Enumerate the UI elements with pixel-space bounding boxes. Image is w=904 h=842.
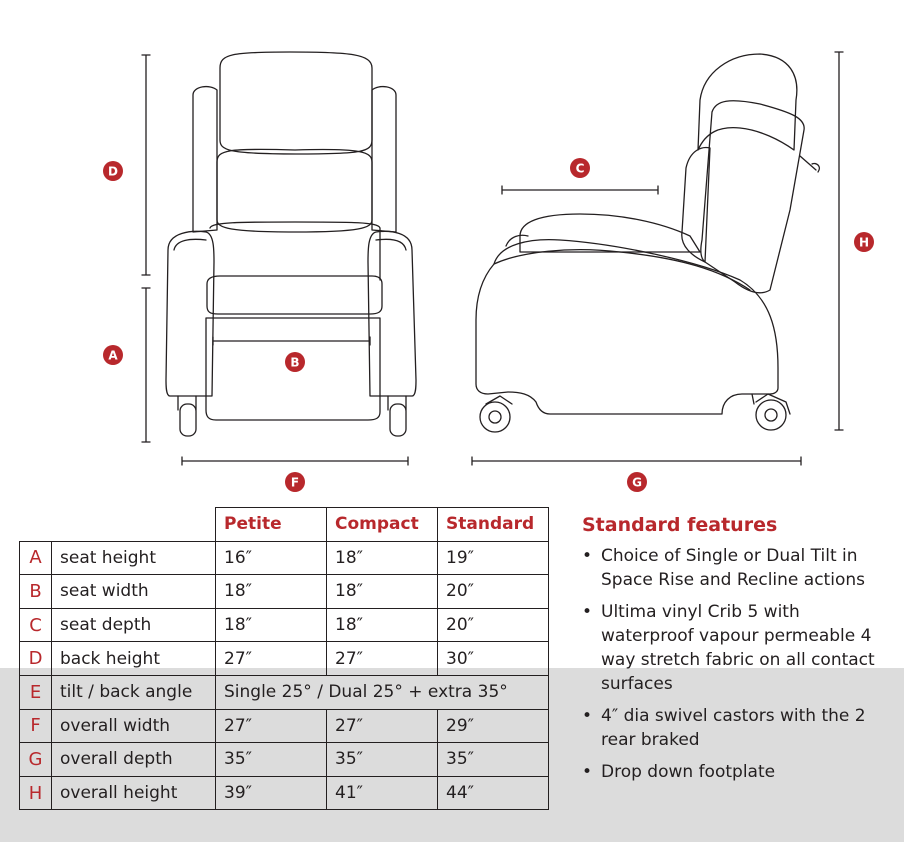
cell-value: 20″ xyxy=(438,575,549,609)
cell-value: 18″ xyxy=(327,608,438,642)
svg-text:D: D xyxy=(108,164,118,179)
table-row xyxy=(20,608,549,642)
svg-text:G: G xyxy=(632,475,642,490)
badge-d xyxy=(103,161,123,181)
svg-text:B: B xyxy=(290,355,300,370)
features-title: Standard features xyxy=(582,514,778,536)
svg-text:A: A xyxy=(108,348,118,363)
feature-text: 4″ dia swivel castors with the 2 rear braked xyxy=(601,706,866,750)
row-letter: H xyxy=(20,776,52,810)
cell-value: 27″ xyxy=(216,709,327,743)
row-letter: A xyxy=(20,541,52,575)
row-label: tilt / back angle xyxy=(52,675,216,709)
cell-value: 39″ xyxy=(216,776,327,810)
list-item xyxy=(582,600,882,696)
cell-value: 27″ xyxy=(216,642,327,676)
cell-value: 16″ xyxy=(216,541,327,575)
features-list xyxy=(582,544,882,784)
row-label: overall depth xyxy=(52,743,216,777)
cell-value: 27″ xyxy=(327,709,438,743)
row-letter: G xyxy=(20,743,52,777)
badge-h xyxy=(854,232,874,252)
cell-value-span: Single 25° / Dual 25° + extra 35° xyxy=(216,675,549,709)
svg-text:C: C xyxy=(575,161,585,176)
badge-g xyxy=(627,472,647,492)
row-label: overall width xyxy=(52,709,216,743)
list-item xyxy=(582,544,882,592)
table-row xyxy=(20,675,549,709)
row-letter: B xyxy=(20,575,52,609)
bullet-icon: • xyxy=(582,546,593,566)
badge-b xyxy=(285,352,305,372)
table-row xyxy=(20,541,549,575)
cell-value: 44″ xyxy=(438,776,549,810)
cell-value: 18″ xyxy=(327,541,438,575)
row-letter: F xyxy=(20,709,52,743)
row-letter: D xyxy=(20,642,52,676)
cell-value: 41″ xyxy=(327,776,438,810)
cell-value: 35″ xyxy=(438,743,549,777)
row-label: back height xyxy=(52,642,216,676)
row-letter: E xyxy=(20,675,52,709)
cell-value: 35″ xyxy=(327,743,438,777)
svg-text:F: F xyxy=(290,475,300,490)
bullet-icon: • xyxy=(582,706,593,726)
row-label: overall height xyxy=(52,776,216,810)
standard-features-panel xyxy=(582,514,882,792)
row-label: seat width xyxy=(52,575,216,609)
cell-value: 18″ xyxy=(327,575,438,609)
feature-text: Drop down footplate xyxy=(601,762,776,782)
bullet-icon: • xyxy=(582,602,593,622)
column-header-petite: Petite xyxy=(216,508,327,542)
column-header-standard: Standard xyxy=(438,508,549,542)
row-label: seat height xyxy=(52,541,216,575)
badge-a xyxy=(103,345,123,365)
cell-value: 30″ xyxy=(438,642,549,676)
bullet-icon: • xyxy=(582,762,593,782)
row-letter: C xyxy=(20,608,52,642)
front-view-chair xyxy=(166,52,416,436)
svg-text:H: H xyxy=(858,235,870,250)
list-item xyxy=(582,760,882,784)
cell-value: 27″ xyxy=(327,642,438,676)
feature-text: Ultima vinyl Crib 5 with waterproof vapour permeable 4 way stretch fabric on all contact surfaces xyxy=(601,602,875,694)
cell-value: 18″ xyxy=(216,608,327,642)
table-row xyxy=(20,776,549,810)
cell-value: 19″ xyxy=(438,541,549,575)
dimensions-table xyxy=(19,507,549,810)
table-row xyxy=(20,709,549,743)
table-row xyxy=(20,642,549,676)
badge-f xyxy=(285,472,305,492)
column-header-compact: Compact xyxy=(327,508,438,542)
side-view-chair xyxy=(476,54,819,432)
cell-value: 20″ xyxy=(438,608,549,642)
table-row xyxy=(20,575,549,609)
cell-value: 29″ xyxy=(438,709,549,743)
cell-value: 35″ xyxy=(216,743,327,777)
table-header-row xyxy=(20,508,549,542)
feature-text: Choice of Single or Dual Tilt in Space Rise and Recline actions xyxy=(601,546,865,590)
side-dimension-lines xyxy=(472,52,843,465)
badge-c xyxy=(570,158,590,178)
cell-value: 18″ xyxy=(216,575,327,609)
table-row xyxy=(20,743,549,777)
row-label: seat depth xyxy=(52,608,216,642)
list-item xyxy=(582,704,882,752)
